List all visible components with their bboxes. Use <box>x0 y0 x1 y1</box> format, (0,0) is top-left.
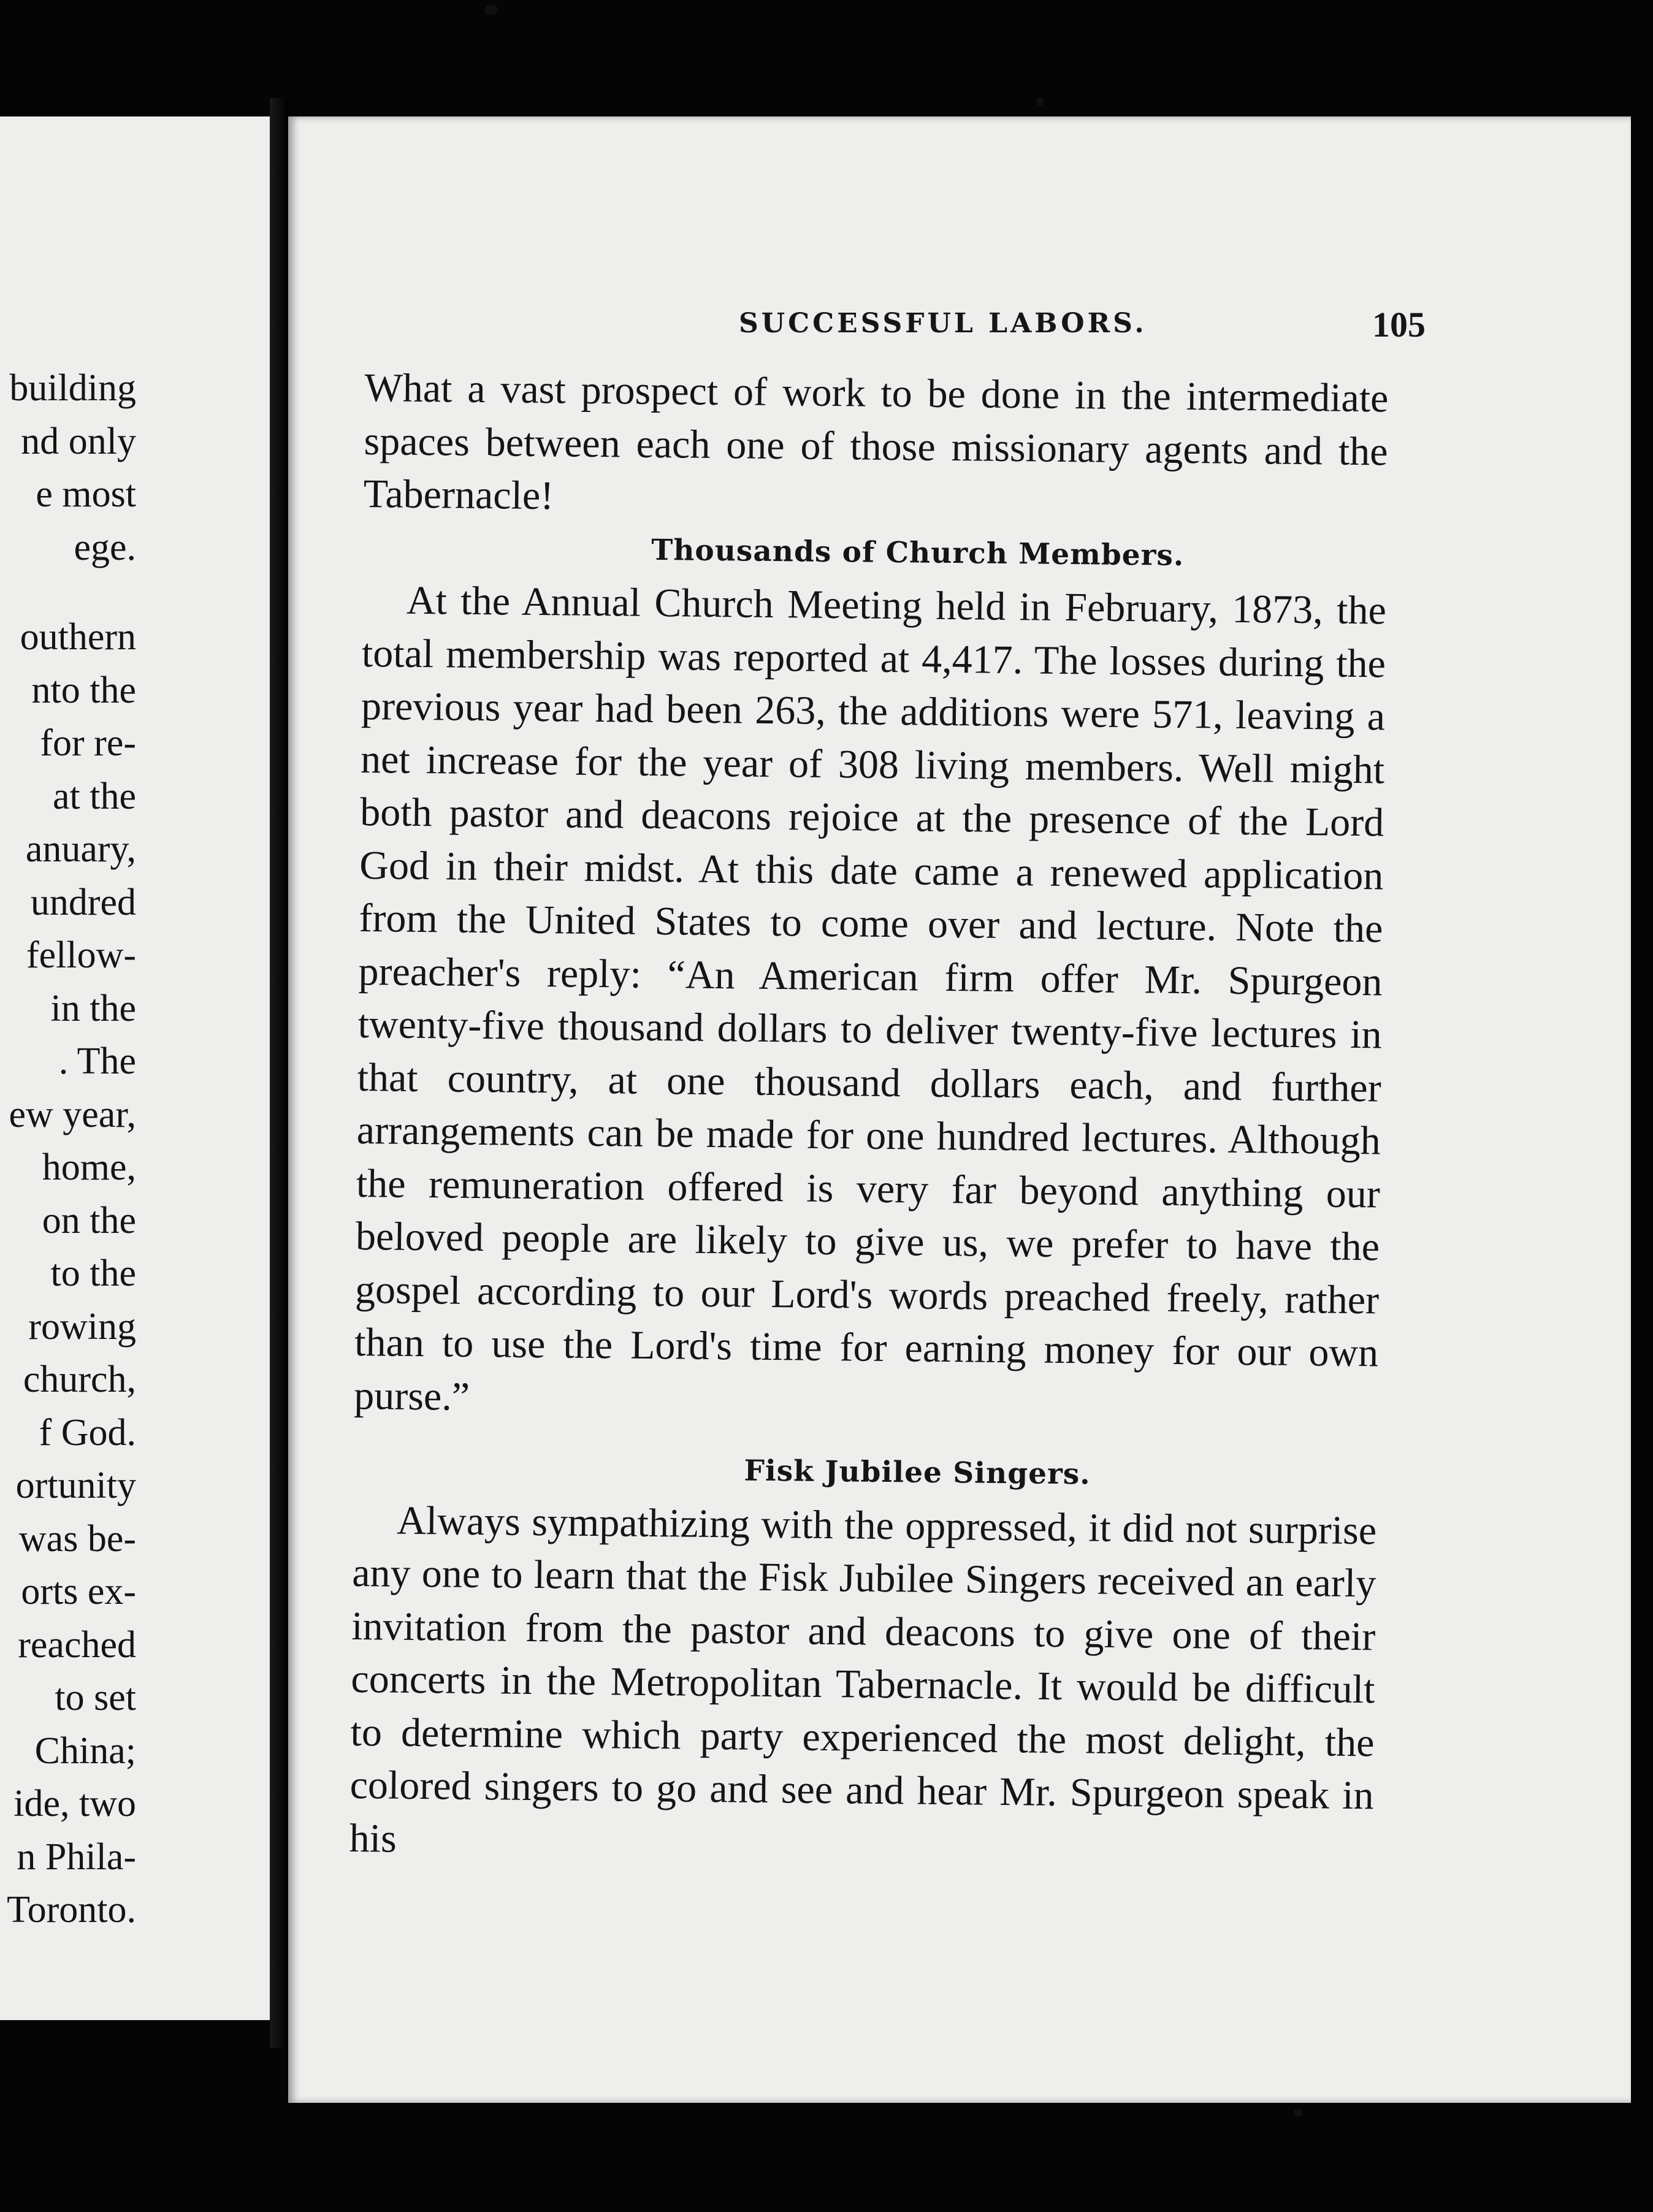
opening-paragraph: What a vast prospect of work to be done in the intermediate spaces between each one of those missionary agents and the Tabernacle! <box>363 365 1389 519</box>
left-page-line-fragment: home, <box>42 1146 136 1188</box>
page-gutter <box>270 98 288 2048</box>
left-page-line-fragment: in the <box>50 987 136 1029</box>
page-number: 105 <box>1372 305 1426 345</box>
left-page-line-fragment: Toronto. <box>7 1889 136 1931</box>
left-page-line-fragment: on the <box>42 1199 136 1241</box>
left-page-line-fragment: ide, two <box>13 1783 136 1825</box>
left-page-line-fragment: building <box>9 367 136 409</box>
left-page-line-fragment: reached <box>18 1623 136 1666</box>
left-page-line-fragment: outhern <box>20 616 136 658</box>
scan-speck <box>484 5 498 15</box>
left-page-line-fragment: n Phila- <box>17 1836 136 1878</box>
left-page-line-fragment: China; <box>34 1730 136 1772</box>
left-page-line-fragment: nd only <box>21 420 136 462</box>
left-page <box>0 116 270 2020</box>
left-page-line-fragment: was be- <box>18 1517 136 1560</box>
section-heading-fisk-jubilee: Fisk Jubilee Singers. <box>744 1454 1091 1492</box>
left-page-line-fragment: f God. <box>39 1411 136 1454</box>
running-head <box>739 305 1426 375</box>
left-page-line-fragment: . The <box>58 1040 136 1082</box>
running-title: SUCCESSFUL LABORS. <box>739 308 1147 339</box>
scan-speck <box>1294 2109 1302 2116</box>
section-heading-church-members: Thousands of Church Members. <box>651 533 1185 573</box>
right-page <box>288 116 1631 2103</box>
left-page-line-fragment: to set <box>55 1677 136 1718</box>
left-page-line-fragment: ege. <box>74 526 136 568</box>
left-page-line-fragment: e most <box>36 473 136 515</box>
paragraph-fisk-jubilee: Always sympathizing with the oppressed, it did not surprise any one to learn that the Fisk Jubilee Singers received an early invitation from the pastor and deacons to give one of their concerts in the Metropolitan Tabernacle. It would be difficult to determine which party experienced the most delight, the colored singers to go and see and hear Mr. Spurgeon speak in his <box>349 1498 1377 1861</box>
left-page-line-fragment: ortunity <box>15 1465 136 1506</box>
left-page-line-fragment: for re- <box>40 722 136 764</box>
left-page-line-fragment: to the <box>50 1253 136 1294</box>
left-page-line-fragment: fellow- <box>26 934 136 976</box>
left-page-line-fragment: orts ex- <box>21 1571 136 1612</box>
left-page-line-fragment: church, <box>23 1359 136 1400</box>
left-page-line-fragment: ew year, <box>9 1093 136 1135</box>
left-page-line-fragment: nto the <box>31 669 136 711</box>
scan-speck <box>1036 98 1044 105</box>
left-page-line-fragment: rowing <box>28 1305 136 1348</box>
left-page-line-fragment: undred <box>30 881 136 923</box>
body-text <box>349 362 1389 1875</box>
paragraph-church-members: At the Annual Church Meeting held in February, 1873, the total membership was reported at 4,417. The losses during the previous year had been 263, the additions were 571, leaving a net increase for the year of 308 living members. Well might both pastor and deacons rejoice at the presence of the Lord God in their midst. At this date came a renewed application from the United States to come over and lecture. Note the preacher's reply: “An American firm offer Mr. Spurgeon twenty-five thousand dollars to deliver twenty-five lectures in that country, at one thousand dollars each, and further arrangements can be made for one hundred lectures. Although the remuneration offered is very far beyond anything our beloved people are likely to give us, we prefer to have the gospel according to our Lord's words preached freely, rather than to use the Lord's time for earning money for our own purse.” <box>353 578 1387 1419</box>
left-page-line-fragment: at the <box>53 775 136 817</box>
left-page-line-fragment: anuary, <box>25 828 136 870</box>
